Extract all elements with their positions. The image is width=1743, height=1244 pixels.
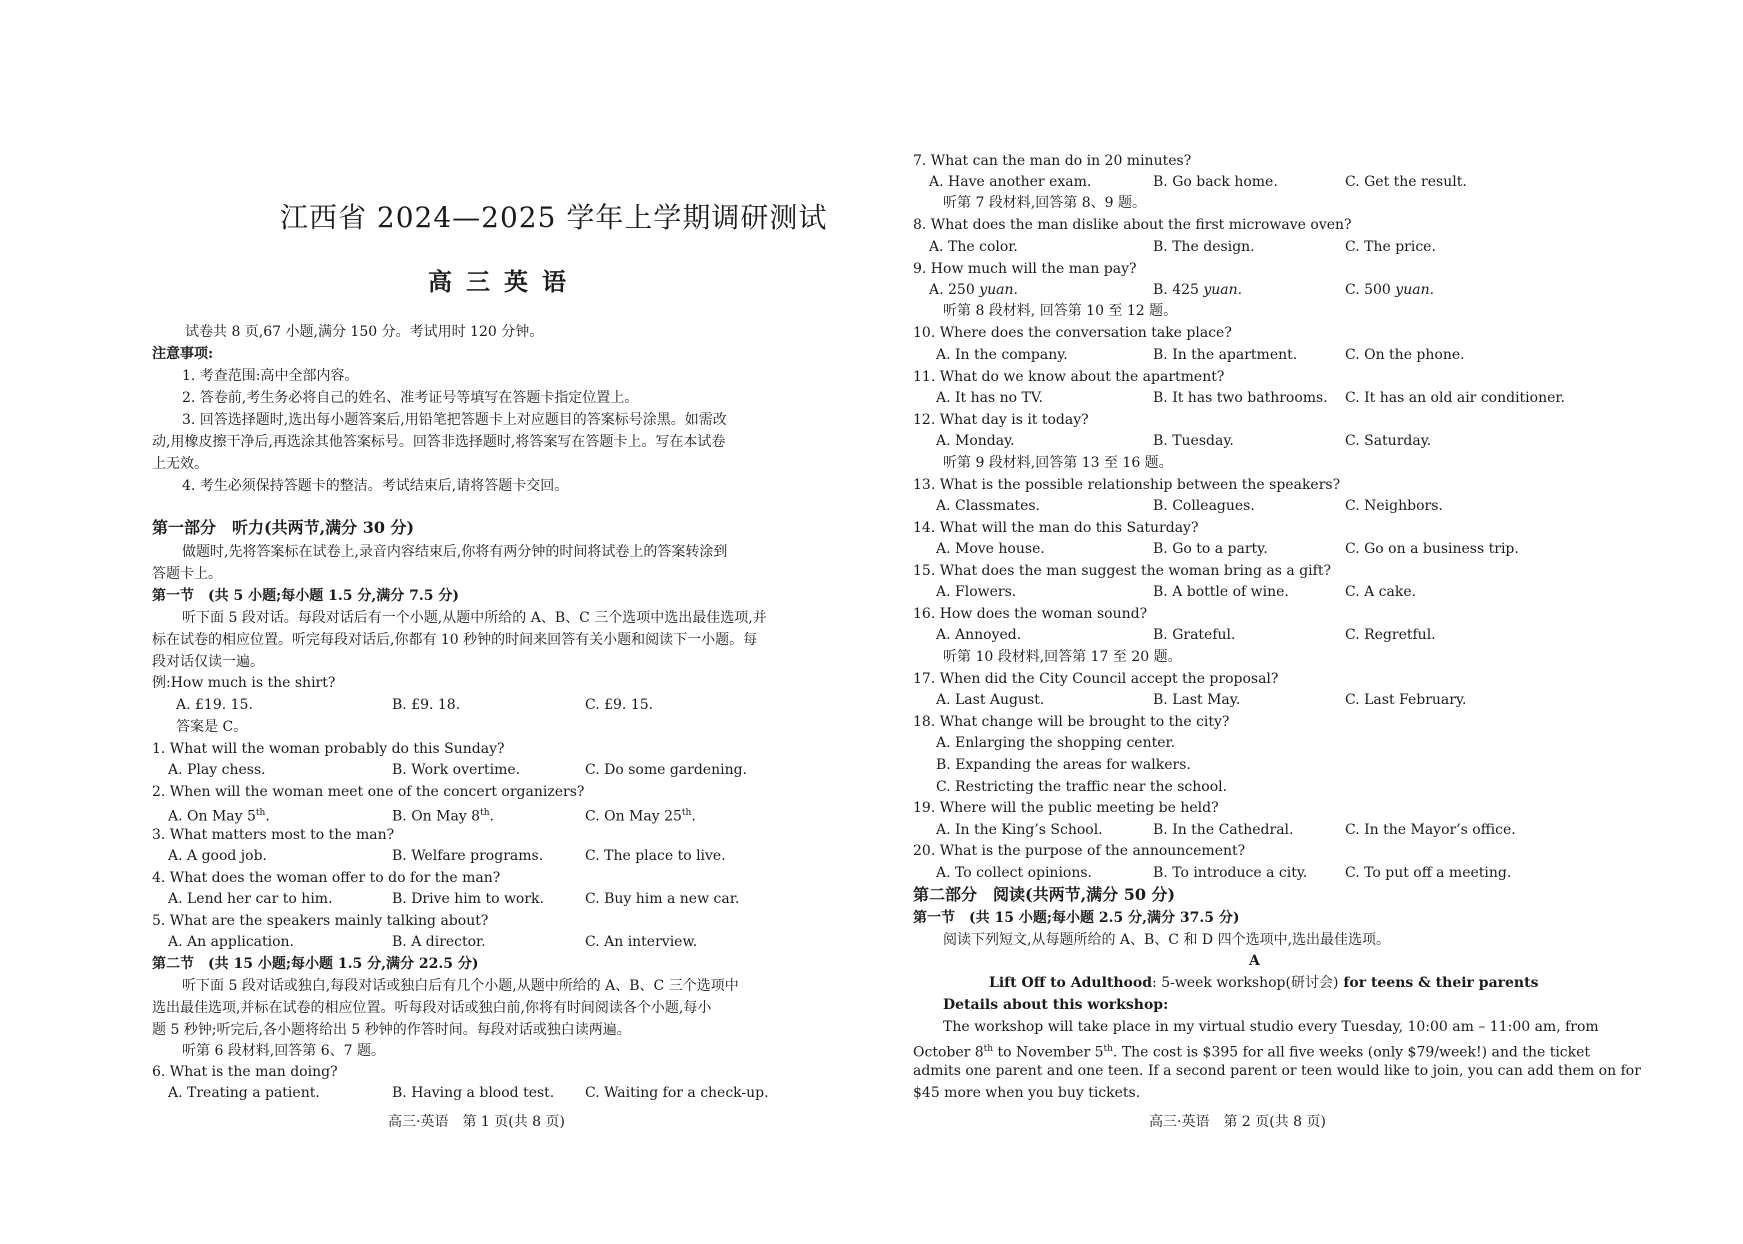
q20-option-a: A. To collect opinions. [936,865,1093,881]
q8-option-a: A. The color. [929,239,1018,255]
q11-option-a: A. It has no TV. [936,390,1043,406]
page-1-footer: 高三·英语 第 1 页(共 8 页) [388,1114,565,1130]
question-10: 10. Where does the conversation take place? [913,325,1232,341]
material-6-note: 听第 6 段材料,回答第 6、7 题。 [182,1043,385,1059]
question-14: 14. What will the man do this Saturday? [913,520,1199,536]
passage-line-2: October 8th to November 5th. The cost is $395 for all five weeks (only $79/week!) and the ticket [913,1044,1591,1061]
example-option-b: B. £9. 18. [392,697,461,713]
q2-option-a: A. On May 5th. [168,808,270,825]
example-question: 例:How much is the shirt? [152,675,336,691]
q17-option-c: C. Last February. [1345,692,1467,708]
question-15: 15. What does the man suggest the woman bring as a gift? [913,563,1331,579]
q12-option-b: B. Tuesday. [1153,433,1234,449]
q19-option-b: B. In the Cathedral. [1153,822,1294,838]
section2-intro-2: 选出最佳选项,并标在试卷的相应位置。听每段对话或独白前,你将有时间阅读各个小题,每小 [152,1000,712,1016]
question-7: 7. What can the man do in 20 minutes? [913,153,1192,169]
exam-subtitle: 高三英语 [428,267,580,296]
notice-3-cont2: 上无效。 [152,456,208,472]
q6-option-c: C. Waiting for a check-up. [585,1085,769,1101]
q18-option-a: A. Enlarging the shopping center. [936,735,1176,751]
q12-option-c: C. Saturday. [1345,433,1432,449]
question-13: 13. What is the possible relationship between the speakers? [913,477,1341,493]
question-8: 8. What does the man dislike about the first microwave oven? [913,217,1352,233]
question-16: 16. How does the woman sound? [913,606,1148,622]
q6-option-b: B. Having a blood test. [392,1085,555,1101]
material-9-note: 听第 9 段材料,回答第 13 至 16 题。 [943,455,1173,471]
example-option-c: C. £9. 15. [585,697,654,713]
part1-title: 第一部分 听力(共两节,满分 30 分) [152,518,415,537]
q1-option-a: A. Play chess. [168,762,266,778]
q17-option-a: A. Last August. [936,692,1045,708]
question-20: 20. What is the purpose of the announcement? [913,843,1246,859]
exam-info: 试卷共 8 页,67 小题,满分 150 分。考试用时 120 分钟。 [185,324,544,340]
part2-section1-title: 第一节 (共 15 小题;每小题 2.5 分,满分 37.5 分) [913,910,1240,926]
q4-option-b: B. Drive him to work. [392,891,544,907]
question-4: 4. What does the woman offer to do for the man? [152,870,501,886]
question-9: 9. How much will the man pay? [913,261,1137,277]
q17-option-b: B. Last May. [1153,692,1241,708]
page-2 [871,0,1743,1244]
section1-intro-2: 标在试卷的相应位置。听完每段对话后,你都有 10 秒钟的时间来回答有关小题和阅读下一小题。每 [152,632,758,648]
q20-option-c: C. To put off a meeting. [1345,865,1512,881]
q18-option-c: C. Restricting the traffic near the school. [936,779,1228,795]
q14-option-a: A. Move house. [936,541,1045,557]
q9-option-a: A. 250 yuan. [929,282,1018,298]
question-6: 6. What is the man doing? [152,1064,338,1080]
q15-option-c: C. A cake. [1345,584,1417,600]
q1-option-b: B. Work overtime. [392,762,521,778]
material-7-note: 听第 7 段材料,回答第 8、9 题。 [943,195,1146,211]
q8-option-c: C. The price. [1345,239,1436,255]
q13-option-a: A. Classmates. [936,498,1041,514]
q3-option-b: B. Welfare programs. [392,848,544,864]
q7-option-b: B. Go back home. [1153,174,1278,190]
q7-option-c: C. Get the result. [1345,174,1467,190]
notice-4: 4. 考生必须保持答题卡的整洁。考试结束后,请将答题卡交回。 [182,478,569,494]
q19-option-c: C. In the Mayor’s office. [1345,822,1516,838]
q1-option-c: C. Do some gardening. [585,762,748,778]
page-2-footer: 高三·英语 第 2 页(共 8 页) [1149,1114,1326,1130]
example-option-a: A. £19. 15. [176,697,253,713]
q15-option-a: A. Flowers. [936,584,1017,600]
question-2: 2. When will the woman meet one of the concert organizers? [152,784,585,800]
question-3: 3. What matters most to the man? [152,827,395,843]
q18-option-b: B. Expanding the areas for walkers. [936,757,1191,773]
q13-option-b: B. Colleagues. [1153,498,1255,514]
q3-option-a: A. A good job. [168,848,267,864]
q9-option-b: B. 425 yuan. [1153,282,1243,298]
passage-line-1: The workshop will take place in my virtual studio every Tuesday, 10:00 am – 11:00 am, from [943,1019,1599,1035]
q5-option-b: B. A director. [392,934,486,950]
passage-letter: A [1249,953,1260,969]
notice-3: 3. 回答选择题时,选出每小题答案后,用铅笔把答题卡上对应题目的答案标号涂黑。如需改 [182,412,727,428]
material-10-note: 听第 10 段材料,回答第 17 至 20 题。 [943,649,1182,665]
q8-option-b: B. The design. [1153,239,1255,255]
q14-option-b: B. Go to a party. [1153,541,1268,557]
question-19: 19. Where will the public meeting be held? [913,800,1219,816]
question-11: 11. What do we know about the apartment? [913,369,1225,385]
q11-option-c: C. It has an old air conditioner. [1345,390,1565,406]
q6-option-a: A. Treating a patient. [168,1085,320,1101]
q11-option-b: B. It has two bathrooms. [1153,390,1328,406]
q16-option-c: C. Regretful. [1345,627,1436,643]
passage-line-3: admits one parent and one teen. If a second parent or teen would like to join, you can add them on for [913,1063,1641,1079]
q14-option-c: C. Go on a business trip. [1345,541,1519,557]
q7-option-a: A. Have another exam. [929,174,1092,190]
passage-line-4: $45 more when you buy tickets. [913,1085,1141,1101]
q16-option-b: B. Grateful. [1153,627,1236,643]
q9-option-c: C. 500 yuan. [1345,282,1435,298]
section2-intro-1: 听下面 5 段对话或独白,每段对话或独白后有几个小题,从题中所给的 A、B、C 三个选项中 [182,978,739,994]
q15-option-b: B. A bottle of wine. [1153,584,1289,600]
details-title: Details about this workshop: [943,997,1169,1013]
section1-intro-1: 听下面 5 段对话。每段对话后有一个小题,从题中所给的 A、B、C 三个选项中选出最佳选项,并 [182,610,767,626]
section1-intro-3: 段对话仅读一遍。 [152,654,264,670]
q5-option-a: A. An application. [168,934,294,950]
example-answer: 答案是 C。 [176,719,248,735]
q4-option-c: C. Buy him a new car. [585,891,740,907]
notice-2: 2. 答卷前,考生务必将自己的姓名、准考证号等填写在答题卡指定位置上。 [182,390,639,406]
notice-3-cont: 动,用橡皮擦干净后,再选涂其他答案标号。回答非选择题时,将答案写在答题卡上。写在本试卷 [152,434,726,450]
notice-1: 1. 考查范围:高中全部内容。 [182,368,359,384]
q16-option-a: A. Annoyed. [936,627,1022,643]
exam-title: 江西省 2024—2025 学年上学期调研测试 [280,201,828,234]
part2-section1-intro: 阅读下列短文,从每题所给的 A、B、C 和 D 四个选项中,选出最佳选项。 [943,932,1391,948]
part1-intro-2: 答题卡上。 [152,566,222,582]
passage-title: Lift Off to Adulthood: 5-week workshop(研讨会) for teens & their parents [989,975,1539,991]
material-8-note: 听第 8 段材料, 回答第 10 至 12 题。 [943,303,1178,319]
part1-intro-1: 做题时,先将答案标在试卷上,录音内容结束后,你将有两分钟的时间将试卷上的答案转涂到 [182,544,728,560]
question-1: 1. What will the woman probably do this Sunday? [152,741,505,757]
question-12: 12. What day is it today? [913,412,1089,428]
q19-option-a: A. In the King’s School. [936,822,1103,838]
q20-option-b: B. To introduce a city. [1153,865,1308,881]
q10-option-c: C. On the phone. [1345,347,1465,363]
question-5: 5. What are the speakers mainly talking about? [152,913,489,929]
q10-option-b: B. In the apartment. [1153,347,1298,363]
notice-title: 注意事项: [152,346,214,362]
section2-title: 第二节 (共 15 小题;每小题 1.5 分,满分 22.5 分) [152,956,479,972]
q3-option-c: C. The place to live. [585,848,726,864]
section1-title: 第一节 (共 5 小题;每小题 1.5 分,满分 7.5 分) [152,588,459,604]
q5-option-c: C. An interview. [585,934,698,950]
q10-option-a: A. In the company. [936,347,1068,363]
q12-option-a: A. Monday. [936,433,1015,449]
q4-option-a: A. Lend her car to him. [168,891,333,907]
page-1 [0,0,871,1244]
q2-option-b: B. On May 8th. [392,808,494,825]
question-17: 17. When did the City Council accept the proposal? [913,671,1279,687]
question-18: 18. What change will be brought to the city? [913,714,1230,730]
section2-intro-3: 题 5 秒钟;听完后,各小题将给出 5 秒钟的作答时间。每段对话或独白读两遍。 [152,1022,631,1038]
part2-title: 第二部分 阅读(共两节,满分 50 分) [913,885,1176,904]
q13-option-c: C. Neighbors. [1345,498,1443,514]
q2-option-c: C. On May 25th. [585,808,696,825]
